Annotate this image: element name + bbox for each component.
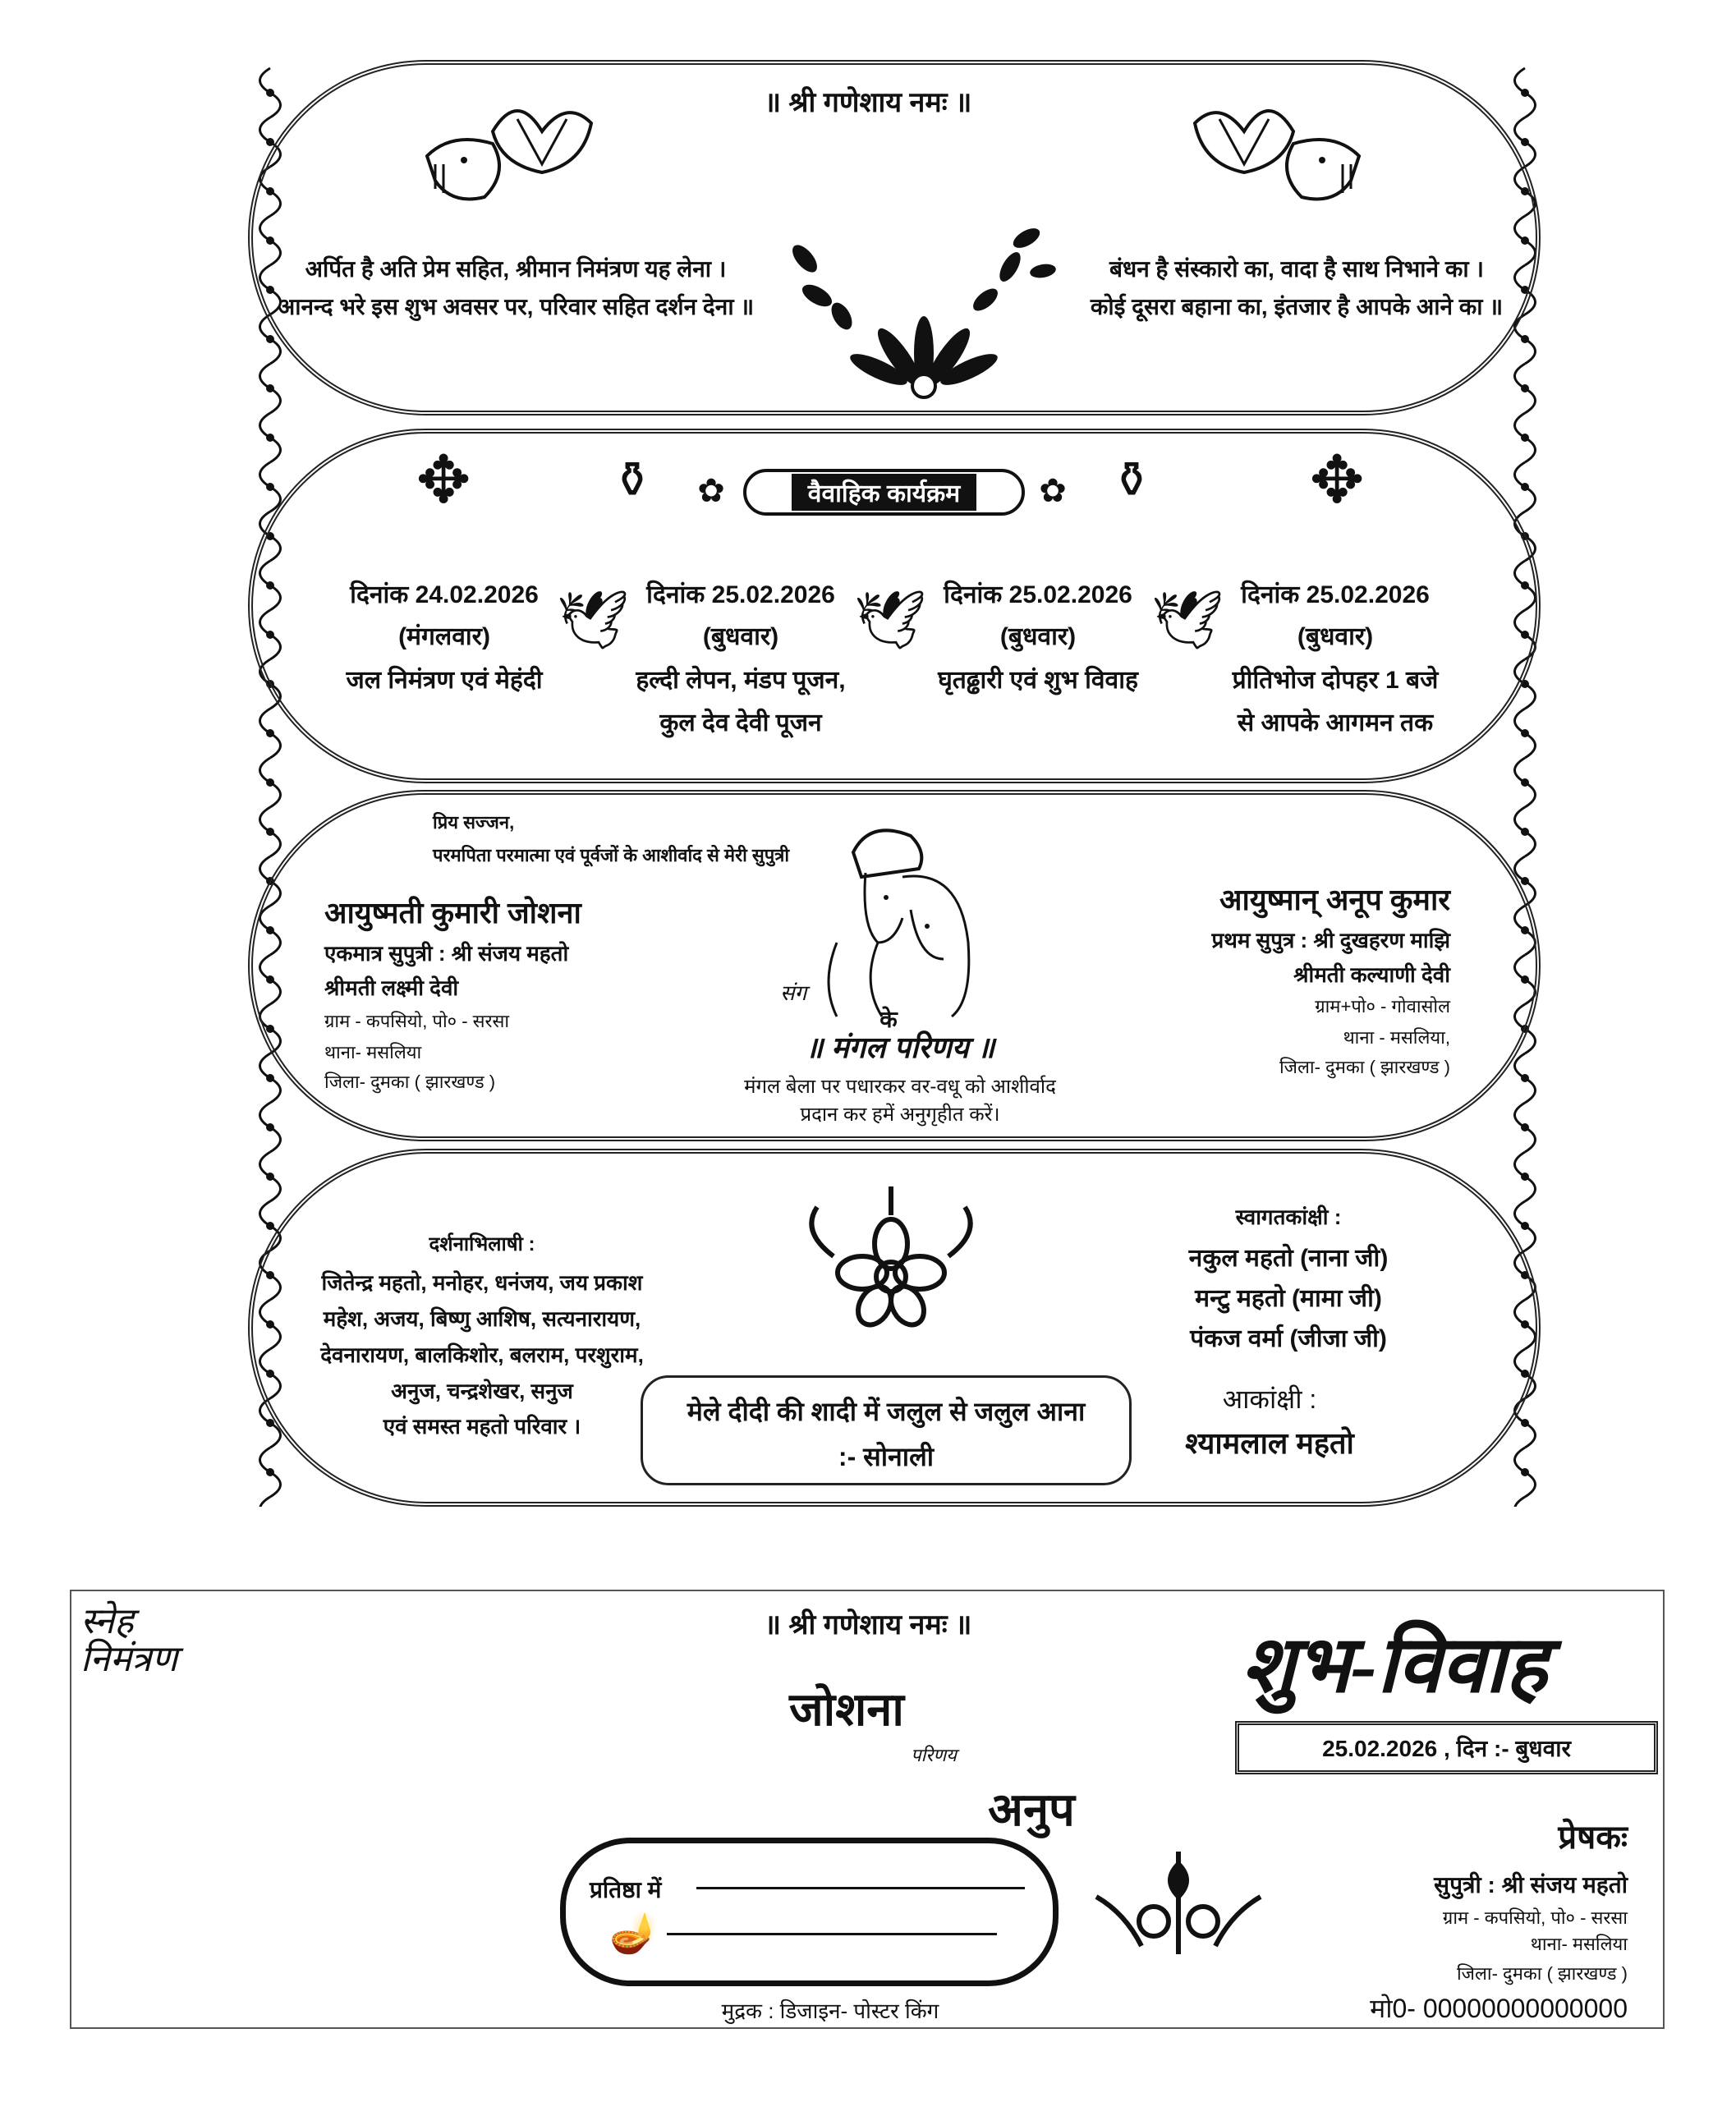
bird-branch-icon: 🕊: [1150, 588, 1224, 652]
groom-parent-line: प्रथम सुपुत्र : श्री दुखहरण माझि: [1211, 928, 1450, 952]
darshanabhilashi-line: अनुज, चन्द्रशेखर, सनुज: [391, 1379, 573, 1403]
bride-parent-line: एकमात्र सुपुत्री : श्री संजय महतो: [324, 941, 569, 966]
verse-right-line-2: कोई दूसरा बहाना का, इंतजार है आपके आने का ॥: [1090, 294, 1504, 319]
shubh-vivah-title: शुभ-विवाह: [1242, 1621, 1548, 1709]
schedule-event: हल्दी लेपन, मंडप पूजन,: [636, 667, 846, 694]
sender-title: प्रेषकः: [1558, 1820, 1628, 1856]
groom-mother-line: श्रीमती कल्याणी देवी: [1293, 962, 1450, 987]
bride-name: आयुष्मती कुमारी जोशना: [324, 896, 581, 929]
schedule-date: दिनांक 24.02.2026: [350, 581, 539, 608]
address-line-2[interactable]: [667, 1933, 997, 1935]
ganesh-lotus-icon-right: [1162, 82, 1367, 205]
printer-credit: मुद्रक : डिजाइन- पोस्टर किंग: [721, 1999, 939, 2023]
envelope-parinay: परिणय: [911, 1745, 957, 1765]
schedule-day: (बुधवार): [999, 623, 1077, 650]
ganesh-lotus-icon-left: [419, 82, 624, 205]
schedule-date: दिनांक 25.02.2026: [646, 581, 835, 608]
bride-village: ग्राम - कपसियो, पो० - सरसा: [324, 1011, 510, 1031]
bride-mother-line: श्रीमती लक्ष्मी देवी: [324, 975, 459, 1000]
darshanabhilashi-line: एवं समस्त महतो परिवार ।: [383, 1414, 581, 1439]
schedule-event: कुल देव देवी पूजन: [659, 709, 822, 737]
bird-branch-icon: 🕊: [556, 588, 630, 652]
schedule-title-badge: [743, 469, 1025, 516]
blessing-line-2: प्रदान कर हमें अनुगृहीत करें।: [800, 1104, 1000, 1126]
salutation: प्रिय सज्जन,: [433, 812, 515, 833]
flower-icon-left: ✿: [697, 473, 725, 509]
mangal-parinay-title: ॥ मंगल परिणय ॥: [805, 1030, 995, 1064]
damask-ornament-icon: [1092, 1847, 1265, 1962]
rangoli-icon-right: ✥: [1309, 443, 1365, 516]
groom-village: ग्राम+पो० - गोवासोल: [1315, 996, 1450, 1017]
sang-text: संग: [780, 980, 807, 1005]
sender-line: ग्राम - कपसियो, पो० - सरसा: [1442, 1907, 1628, 1928]
envelope-bride-name: जोशना: [789, 1683, 904, 1735]
verse-right-line-1: बंधन है संस्कारो का, वादा है साथ निभाने का ।: [1109, 256, 1484, 282]
schedule-event: से आपके आगमन तक: [1237, 709, 1434, 737]
swagat-line: मन्टु महतो (मामा जी): [1195, 1285, 1382, 1312]
darshanabhilashi-line: जितेन्द्र महतो, मनोहर, धनंजय, जय प्रकाश: [321, 1270, 643, 1295]
swagat-line: पंकज वर्मा (जीजा जी): [1190, 1325, 1387, 1352]
groom-name: आयुष्मान् अनूप कुमार: [1219, 883, 1450, 916]
wedding-date-box: 25.02.2026 , दिन :- बुधवार: [1235, 1721, 1658, 1774]
sender-line: जिला- दुमका ( झारखण्ड ): [1456, 1963, 1628, 1984]
swagat-title: स्वागतकांक्षी :: [1235, 1205, 1342, 1229]
schedule-date: दिनांक 25.02.2026: [1241, 581, 1430, 608]
rangoli-icon-left: ✥: [416, 443, 471, 516]
darshanabhilashi-line: महेश, अजय, बिष्णु आशिष, सत्यनारायण,: [323, 1306, 641, 1331]
floral-motif-icon: [784, 1182, 998, 1338]
address-label: प्रतिष्ठा में: [590, 1877, 662, 1902]
schedule-date: दिनांक 25.02.2026: [944, 581, 1132, 608]
kalash-icon-right: ⚱: [1110, 452, 1153, 507]
schedule-event: घृतढ्ढारी एवं शुभ विवाह: [938, 667, 1138, 694]
bride-thana: थाना- मसलिया: [324, 1042, 422, 1062]
envelope-groom-name: अनुप: [988, 1783, 1075, 1835]
ganesh-mantra: ॥ श्री गणेशाय नमः ॥: [764, 87, 972, 118]
verse-left-line-1: अर्पित है अति प्रेम सहित, श्रीमान निमंत्रण यह लेना ।: [305, 256, 727, 282]
sneh-nimantran-logo: स्नेह निमंत्रण: [80, 1601, 178, 1680]
bride-groom-illustration: [804, 819, 993, 1021]
schedule-day: (बुधवार): [1297, 623, 1374, 650]
envelope-ganesh-mantra: ॥ श्री गणेशाय नमः ॥: [764, 1609, 972, 1641]
sender-line: थाना- मसलिया: [1530, 1934, 1628, 1954]
bride-district: जिला- दुमका ( झारखण्ड ): [324, 1072, 496, 1092]
akanshi-label: आकांक्षी :: [1222, 1384, 1317, 1414]
verse-left-line-2: आनन्द भरे इस शुभ अवसर पर, परिवार सहित दर्शन देना ॥: [277, 294, 755, 319]
kalash-icon-left: ⚱: [611, 452, 654, 507]
blessing-line-1: मंगल बेला पर पधारकर वर-वधू को आशीर्वाद: [744, 1076, 1056, 1098]
darshanabhilashi-title: दर्शनाभिलाषी :: [429, 1233, 535, 1255]
ke-text: के: [879, 1007, 898, 1032]
groom-district: जिला- दुमका ( झारखण्ड ): [1279, 1057, 1450, 1077]
sender-line: सुपुत्री : श्री संजय महतो: [1434, 1872, 1628, 1898]
address-line-1[interactable]: [696, 1887, 1025, 1889]
akanshi-name: श्यामलाल महतो: [1185, 1426, 1354, 1460]
schedule-day: (बुधवार): [702, 623, 779, 650]
darshanabhilashi-line: देवनारायण, बालकिशोर, बलराम, परशुराम,: [320, 1342, 644, 1367]
bubble-line-1: मेले दीदी की शादी में जलुल से जलुल आना: [687, 1397, 1086, 1426]
flower-ornament-icon: [780, 222, 1068, 402]
bubble-line-2: :- सोनाली: [838, 1442, 935, 1471]
schedule-event: जल निमंत्रण एवं मेहंदी: [346, 667, 543, 694]
groom-thana: थाना - मसलिया,: [1343, 1027, 1450, 1048]
schedule-title: वैवाहिक कार्यक्रम: [792, 474, 976, 511]
schedule-event: प्रीतिभोज दोपहर 1 बजे: [1232, 667, 1439, 694]
swagat-line: नकुल महतो (नाना जी): [1188, 1245, 1389, 1272]
bird-branch-icon: 🕊: [853, 588, 927, 652]
sender-mobile: मो0- 00000000000000: [1370, 1994, 1628, 2023]
flower-icon-right: ✿: [1039, 473, 1067, 509]
diya-icon: 🪔: [609, 1912, 659, 1955]
intro-text: परमपिता परमात्मा एवं पूर्वजों के आशीर्वाद से मेरी सुपुत्री: [433, 845, 790, 865]
schedule-day: (मंगलवार): [398, 623, 490, 650]
